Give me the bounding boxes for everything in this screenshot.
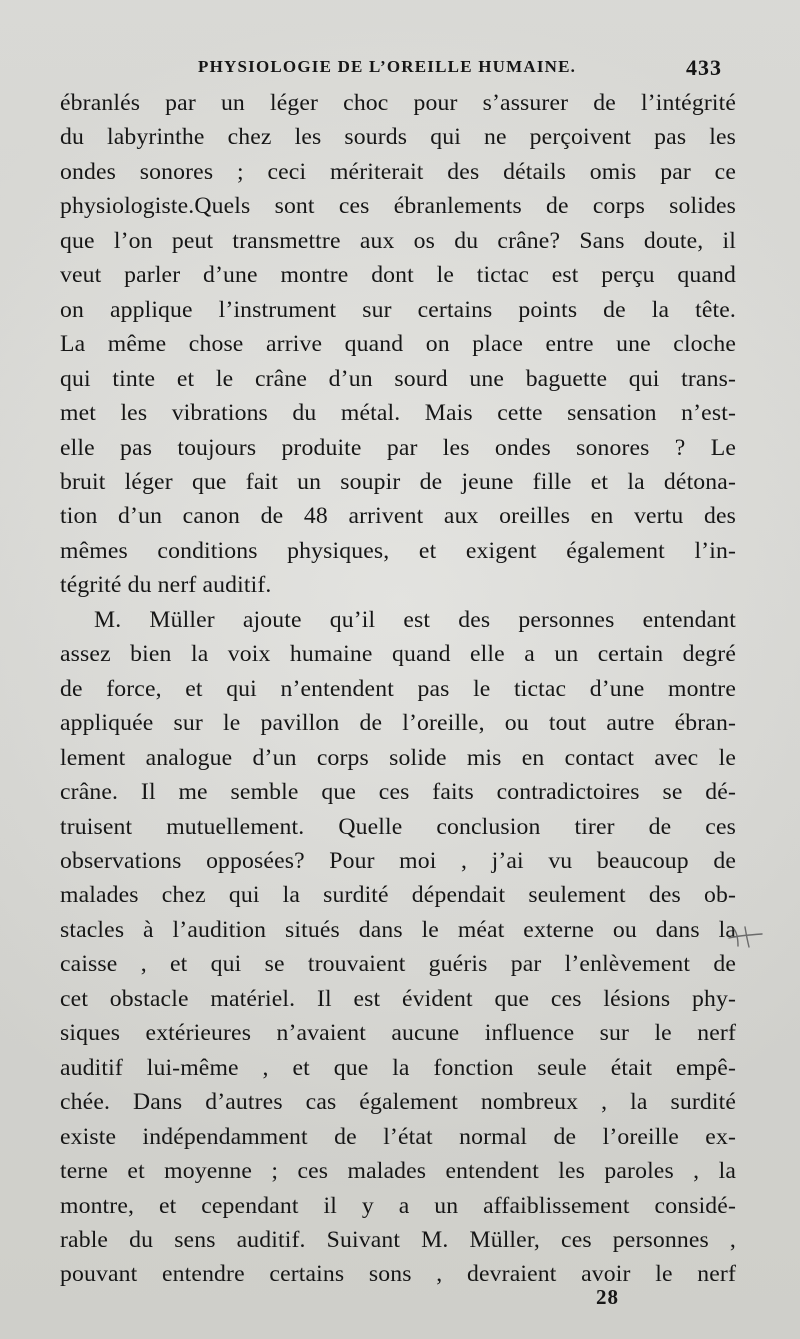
running-head: PHYSIOLOGIE DE L’OREILLE HUMAINE. — [198, 57, 577, 76]
text-line: met les vibrations du métal. Mais cette sensation n’est- — [60, 400, 736, 427]
text-line: physiologiste.Quels sont ces ébranlements de corps solides — [60, 193, 736, 220]
text-line: de force, et qui n’entendent pas le tictac d’une montre — [60, 675, 736, 702]
page-number: 433 — [686, 55, 722, 80]
text-line: existe indépendamment de l’état normal de l’oreille ex- — [60, 1123, 736, 1150]
text-line: bruit léger que fait un soupir de jeune fille et la détona- — [60, 468, 736, 495]
text-line: que l’on peut transmettre aux os du crâne? Sans doute, il — [60, 227, 736, 254]
margin-annotation-mark — [727, 923, 765, 951]
text-line: truisent mutuellement. Quelle conclusion tirer de ces — [60, 813, 736, 840]
text-line: auditif lui-même , et que la fonction seule était empê- — [60, 1054, 736, 1081]
text-line: ondes sonores ; ceci mériterait des détails omis par ce — [60, 158, 736, 185]
text-line: siques extérieures n’avaient aucune influence sur le nerf — [60, 1020, 736, 1047]
text-line: ébranlés par un léger choc pour s’assurer de l’intégrité — [60, 90, 736, 116]
text-line: assez bien la voix humaine quand elle a un certain degré — [60, 641, 736, 668]
text-line: crâne. Il me semble que ces faits contradictoires se dé- — [60, 779, 736, 806]
text-line: malades chez qui la surdité dépendait seulement des ob- — [60, 882, 736, 909]
text-line: appliquée sur le pavillon de l’oreille, ou tout autre ébran- — [60, 710, 736, 737]
text-line: qui tinte et le crâne d’un sourd une baguette qui trans- — [60, 365, 736, 392]
text-line: elle pas toujours produite par les ondes sonores ? Le — [60, 434, 736, 461]
text-line: cet obstacle matériel. Il est évident que ces lésions phy- — [60, 985, 736, 1012]
text-line: stacles à l’audition situés dans le méat externe ou dans la — [60, 916, 736, 943]
text-line: on applique l’instrument sur certains points de la tête. — [60, 296, 736, 323]
text-line: caisse , et qui se trouvaient guéris par l’enlèvement de — [60, 951, 736, 978]
text-line: du labyrinthe chez les sourds qui ne perçoivent pas les — [60, 124, 736, 151]
text-line: mêmes conditions physiques, et exigent également l’in- — [60, 537, 736, 564]
text-line: rable du sens auditif. Suivant M. Müller, ces personnes , — [60, 1226, 736, 1253]
text-line: montre, et cependant il y a un affaiblissement considé- — [60, 1192, 736, 1219]
text-line: pouvant entendre certains sons , devraient avoir le nerf — [60, 1261, 736, 1288]
text-line: M. Müller ajoute qu’il est des personnes entendant — [94, 606, 736, 633]
text-line: observations opposées? Pour moi , j’ai vu beaucoup de — [60, 847, 736, 874]
signature-number: 28 — [596, 1285, 619, 1309]
text-line: terne et moyenne ; ces malades entendent les paroles , la — [60, 1158, 736, 1185]
text-line: lement analogue d’un corps solide mis en contact avec le — [60, 744, 736, 771]
text-line: veut parler d’une montre dont le tictac est perçu quand — [60, 262, 736, 289]
page-header — [190, 57, 730, 87]
text-line: chée. Dans d’autres cas également nombreux , la surdité — [60, 1089, 736, 1116]
body-text — [60, 86, 736, 1292]
text-line: La même chose arrive quand on place entre une cloche — [60, 331, 736, 358]
text-line: tion d’un canon de 48 arrivent aux oreilles en vertu des — [60, 503, 736, 530]
text-line: tégrité du nerf auditif. — [60, 572, 272, 599]
